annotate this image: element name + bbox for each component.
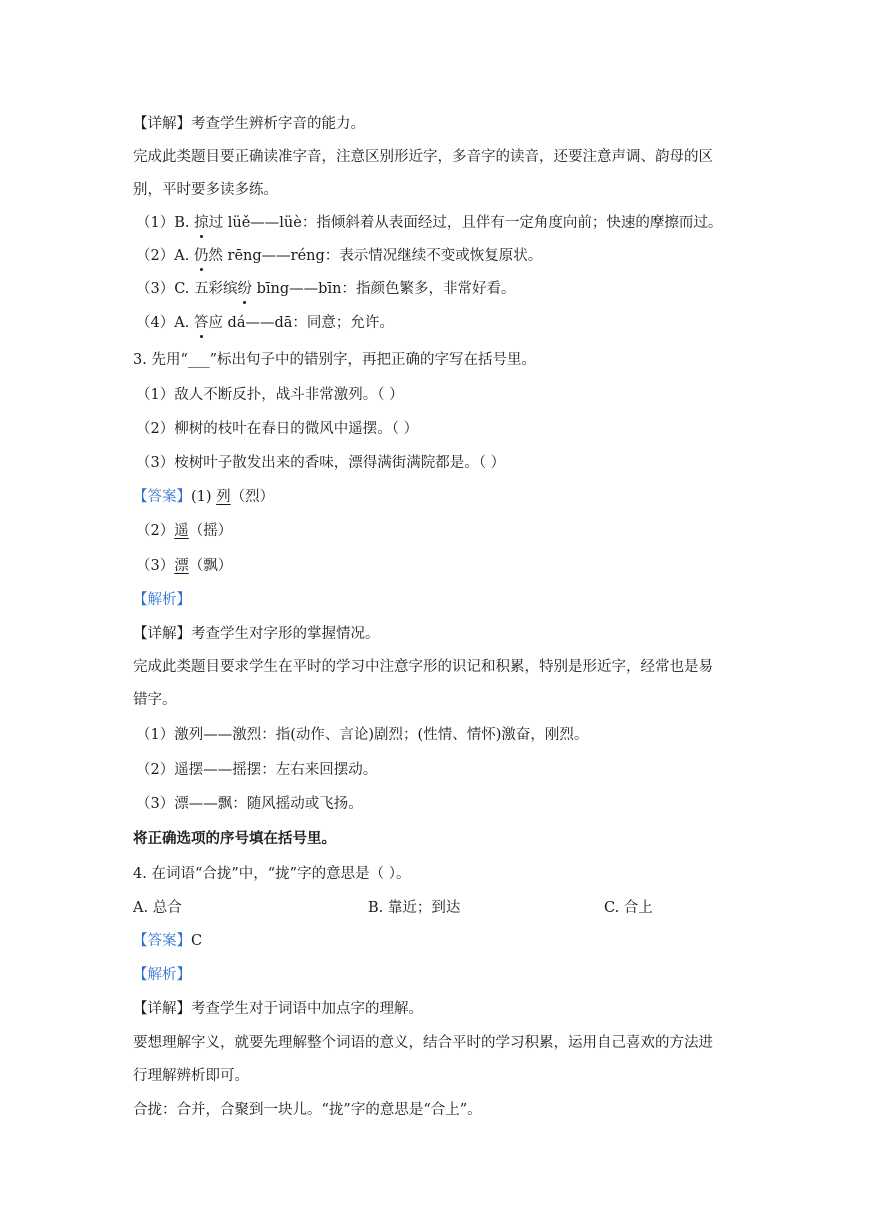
- item-text: 然 rēng——réng：表示情况继续不变或恢复原状。: [208, 248, 543, 264]
- item-text: 过 lüě——lüè：指倾斜着从表面经过，且伴有一定角度向前；快速的摩擦而过。: [208, 215, 723, 231]
- wrong-char: 漂: [174, 558, 189, 574]
- answer-line: [136, 556, 232, 576]
- item-line: （2）遥摆——摇摆：左右来回摆动。: [136, 762, 378, 778]
- paragraph-line: 合拢：合并，合聚到一块儿。“拢”字的意思是“合上”。: [133, 1102, 482, 1118]
- detail-text: 考查学生对于词语中加点字的理解。: [191, 1001, 423, 1017]
- answer-line: [133, 487, 274, 507]
- item-line: [136, 246, 542, 266]
- item-prefix: （2）: [136, 523, 175, 539]
- correct-char: （摇）: [188, 523, 233, 539]
- analysis-label: 【解析】: [133, 967, 191, 983]
- options-row: [133, 898, 733, 918]
- item-line: （1）激列——激烈：指(动作、言论)剧烈；(性情、情怀)激奋，刚烈。: [136, 727, 589, 743]
- answer-line: [133, 931, 202, 951]
- correct-char: （烈）: [230, 489, 275, 505]
- item-prefix: （3）: [136, 558, 175, 574]
- question-4: 4. 在词语“合拢”中，“拢”字的意思是（ ）。: [133, 866, 411, 882]
- detail-label: 【详解】: [133, 626, 191, 642]
- dotted-char: 仍: [193, 248, 209, 264]
- detail-text: 考查学生对字形的掌握情况。: [191, 626, 380, 642]
- analysis-label: 【解析】: [133, 592, 191, 608]
- dotted-char: 掠: [194, 215, 209, 231]
- option-a: A. 总合: [133, 900, 182, 916]
- detail-label: 【详解】: [133, 116, 191, 132]
- item-prefix: （3）C. 五彩缤: [136, 281, 238, 297]
- answer-line: [136, 521, 232, 541]
- answer-label: 【答案】: [133, 489, 191, 505]
- item-line: （1）敌人不断反扑，战斗非常激列。（ ）: [136, 387, 404, 403]
- correct-char: （飘）: [188, 558, 233, 574]
- detail-text: 考查学生辨析字音的能力。: [191, 116, 365, 132]
- paragraph-line: 完成此类题目要求学生在平时的学习中注意字形的识记和积累，特别是形近字，经常也是易: [133, 659, 713, 675]
- wrong-char: 列: [216, 489, 231, 505]
- paragraph-line: 别，平时要多读多练。: [133, 182, 278, 198]
- paragraph-line: 错字。: [133, 692, 177, 708]
- paragraph-line: 要想理解字义，就要先理解整个词语的意义，结合平时的学习积累，运用自己喜欢的方法进: [133, 1035, 713, 1051]
- item-line: [136, 313, 394, 333]
- dotted-char: 答: [193, 315, 209, 331]
- item-line: （3）漂——飘：随风摇动或飞扬。: [136, 796, 363, 812]
- detail-line-2: [133, 624, 380, 644]
- item-prefix: （1）B.: [136, 215, 195, 231]
- item-prefix: (1): [191, 489, 217, 505]
- item-prefix: （2）A.: [136, 248, 194, 264]
- answer-text: C: [191, 933, 203, 949]
- option-c: C. 合上: [604, 900, 653, 916]
- item-prefix: （4）A.: [136, 315, 194, 331]
- section-heading: 将正确选项的序号填在括号里。: [133, 830, 336, 847]
- option-b: B. 靠近；到达: [368, 900, 461, 916]
- question-3: 3. 先用“___”标出句子中的错别字，再把正确的字写在括号里。: [133, 352, 537, 368]
- item-text: bīng——bīn：指颜色繁多，非常好看。: [252, 281, 516, 297]
- item-line: [136, 213, 722, 233]
- item-line: [136, 279, 515, 299]
- item-line: （2）柳树的枝叶在春日的微风中遥摆。（ ）: [136, 421, 419, 437]
- detail-line-1: [133, 114, 365, 134]
- paragraph-line: 完成此类题目要正确读准字音，注意区别形近字，多音字的读音，还要注意声调、韵母的区: [133, 149, 713, 165]
- answer-label: 【答案】: [133, 933, 191, 949]
- item-line: （3）桉树叶子散发出来的香味，漂得满街满院都是。（ ）: [136, 455, 506, 471]
- detail-line-3: [133, 999, 423, 1019]
- wrong-char: 遥: [174, 523, 189, 539]
- dotted-char: 纷: [237, 281, 253, 297]
- detail-label: 【详解】: [133, 1001, 191, 1017]
- paragraph-line: 行理解辨析即可。: [133, 1068, 249, 1084]
- item-text: 应 dá——dā：同意；允许。: [208, 315, 394, 331]
